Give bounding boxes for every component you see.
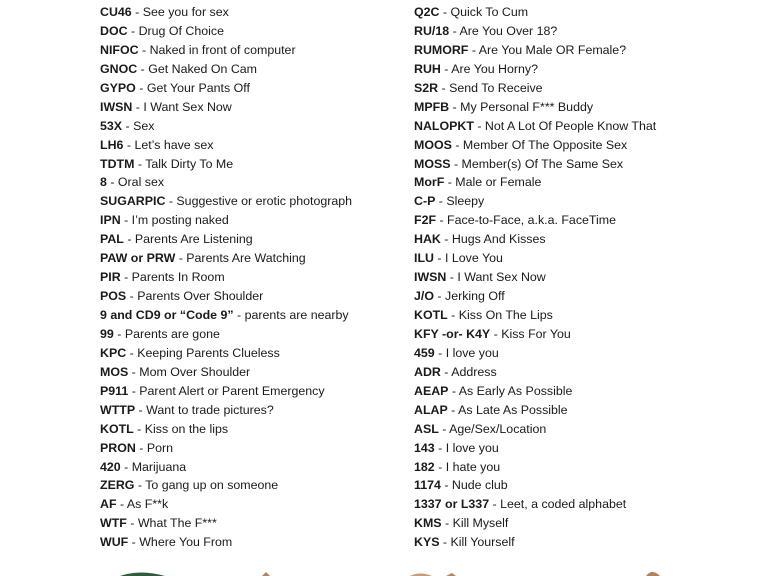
glossary-entry: [414, 155, 764, 174]
glossary-separator: -: [440, 232, 452, 247]
glossary-separator: -: [450, 156, 462, 171]
glossary-term: 53X: [100, 118, 123, 133]
glossary-entry: [414, 249, 764, 268]
glossary-entry: [100, 192, 400, 211]
glossary-separator: -: [441, 516, 453, 531]
glossary-entry: [100, 268, 400, 287]
glossary-meaning: Oral sex: [117, 175, 165, 190]
glossary-meaning: Kiss On The Lips: [458, 308, 553, 322]
glossary-meaning: Nude club: [451, 478, 508, 493]
glossary-entry: [414, 136, 764, 155]
glossary-entry: [100, 458, 400, 477]
glossary-meaning: Parents Over Shoulder: [137, 289, 264, 304]
glossary-meaning: Parent Alert or Parent Emergency: [139, 383, 325, 398]
glossary-separator: -: [489, 497, 501, 512]
glossary-meaning: I’m posting naked: [131, 213, 229, 228]
glossary-separator: -: [175, 251, 187, 266]
glossary-entry: [414, 268, 764, 287]
glossary-entry: [100, 155, 400, 174]
glossary-term: GYPO: [100, 80, 136, 95]
glossary-term: NIFOC: [100, 42, 139, 57]
glossary-meaning: Kill Yourself: [450, 535, 515, 550]
glossary-entry: [414, 173, 764, 192]
glossary-separator: -: [135, 440, 147, 455]
glossary-meaning: Hugs And Kisses: [451, 232, 546, 247]
footer-brown-mark-4: [646, 572, 660, 576]
glossary-meaning: Kill Myself: [452, 516, 509, 531]
glossary-separator: -: [126, 289, 138, 304]
glossary-term: POS: [100, 289, 127, 304]
glossary-meaning: Leet, a coded alphabet: [500, 497, 627, 512]
glossary-term: IPN: [100, 213, 121, 228]
glossary-meaning: Send To Receive: [449, 80, 543, 95]
glossary-meaning: Parents are gone: [124, 326, 220, 341]
glossary-term: KPC: [100, 345, 127, 360]
glossary-separator: -: [120, 270, 132, 285]
glossary-meaning: Parents In Room: [131, 270, 225, 285]
glossary-entry: [100, 344, 400, 363]
glossary-separator: -: [449, 23, 460, 38]
glossary-meaning: As Late As Possible: [458, 402, 568, 417]
glossary-separator: -: [436, 213, 448, 228]
glossary-separator: -: [439, 535, 451, 550]
glossary-meaning: Where You From: [139, 535, 233, 550]
glossary-separator: -: [440, 61, 452, 76]
glossary-entry: [100, 287, 400, 306]
glossary-separator: -: [439, 5, 451, 19]
glossary-entry: [414, 401, 764, 420]
glossary-entry: [100, 22, 400, 41]
glossary-separator: -: [113, 326, 125, 341]
glossary-term: PRON: [100, 440, 136, 455]
glossary-meaning: Sex: [133, 118, 155, 133]
glossary-entry: [100, 363, 400, 382]
glossary-meaning: As Early As Possible: [458, 383, 573, 398]
glossary-term: WTF: [100, 516, 127, 531]
glossary-entry: [414, 60, 764, 79]
glossary-meaning: Male or Female: [455, 175, 542, 190]
glossary-entry: [414, 211, 764, 230]
glossary-term: RU/18: [414, 23, 450, 38]
glossary-separator: -: [446, 270, 458, 285]
glossary-separator: -: [135, 402, 147, 417]
glossary-meaning: Want to trade pictures?: [146, 402, 274, 417]
glossary-meaning: Marijuana: [131, 459, 187, 474]
glossary-separator: -: [447, 402, 459, 417]
glossary-term: NALOPKT: [414, 118, 474, 133]
glossary-term: AF: [100, 497, 117, 512]
glossary-meaning: Member Of The Opposite Sex: [462, 137, 628, 152]
glossary-meaning: Suggestive or erotic photograph: [176, 194, 353, 209]
glossary-separator: -: [128, 364, 140, 379]
glossary-term: 1174: [414, 478, 441, 493]
glossary-meaning: What The F***: [137, 516, 217, 531]
glossary-term: KYS: [414, 535, 440, 550]
glossary-separator: -: [165, 194, 177, 209]
glossary-term: 182: [414, 459, 435, 474]
glossary-term: KOTL: [100, 421, 134, 436]
glossary-entry: [100, 98, 400, 117]
glossary-meaning: Let’s have sex: [134, 137, 214, 152]
glossary-term: IWSN: [100, 99, 133, 114]
glossary-entry: [100, 306, 400, 325]
glossary-term: CU46: [100, 5, 132, 19]
glossary-separator: -: [434, 459, 446, 474]
left-glossary-column: [100, 3, 400, 552]
glossary-separator: -: [438, 80, 450, 95]
glossary-entry: [100, 3, 400, 22]
glossary-separator: -: [128, 535, 140, 550]
glossary-entry: [100, 230, 400, 249]
glossary-separator: -: [434, 345, 446, 360]
glossary-meaning: Quick To Cum: [450, 5, 529, 19]
glossary-meaning: Kiss on the lips: [144, 421, 229, 436]
glossary-separator: -: [138, 42, 150, 57]
glossary-meaning: Get Your Pants Off: [146, 80, 250, 95]
glossary-meaning: Get Naked On Cam: [148, 61, 258, 76]
glossary-term: 9 and CD9 or “Code 9”: [100, 308, 234, 322]
glossary-entry: [414, 230, 764, 249]
glossary-entry: [414, 382, 764, 401]
glossary-entry: [100, 439, 400, 458]
glossary-meaning: parents are nearby: [244, 308, 349, 322]
right-glossary-column: [414, 3, 764, 552]
glossary-entry: [414, 533, 764, 552]
glossary-term: KMS: [414, 516, 442, 531]
glossary-term: 420: [100, 459, 121, 474]
glossary-separator: -: [126, 516, 138, 531]
glossary-term: PAL: [100, 232, 124, 247]
glossary-entry: [414, 79, 764, 98]
glossary-entry: [414, 3, 764, 22]
glossary-separator: -: [126, 345, 138, 360]
glossary-entry: [100, 401, 400, 420]
glossary-term: MPFB: [414, 99, 450, 114]
glossary-meaning: Parents Are Listening: [134, 232, 253, 247]
glossary-meaning: Age/Sex/Location: [449, 421, 547, 436]
glossary-term: C-P: [414, 194, 436, 209]
glossary-term: ASL: [414, 421, 439, 436]
glossary-meaning: Naked in front of computer: [149, 42, 296, 57]
glossary-term: AEAP: [414, 383, 449, 398]
glossary-term: GNOC: [100, 61, 138, 76]
glossary-meaning: Sleepy: [446, 194, 485, 209]
glossary-term: TDTM: [100, 156, 135, 171]
glossary-term: KOTL: [414, 308, 448, 322]
glossary-meaning: Address: [451, 364, 497, 379]
glossary-entry: [100, 420, 400, 439]
glossary-separator: -: [448, 383, 459, 398]
glossary-entry: [100, 136, 400, 155]
glossary-term: RUMORF: [414, 42, 469, 57]
glossary-separator: -: [134, 156, 146, 171]
glossary-separator: -: [447, 308, 459, 322]
glossary-meaning: Are You Over 18?: [459, 23, 558, 38]
glossary-separator: -: [123, 232, 135, 247]
glossary-separator: -: [131, 5, 143, 19]
glossary-term: 8: [100, 175, 107, 190]
glossary-entry: [414, 22, 764, 41]
glossary-separator: -: [132, 99, 144, 114]
glossary-meaning: Talk Dirty To Me: [145, 156, 234, 171]
glossary-separator: -: [449, 99, 461, 114]
glossary-term: WTTP: [100, 402, 136, 417]
glossary-separator: -: [438, 421, 450, 436]
glossary-term: Q2C: [414, 5, 440, 19]
glossary-separator: -: [433, 251, 445, 266]
glossary-meaning: Jerking Off: [445, 289, 505, 304]
glossary-term: MOSS: [414, 156, 451, 171]
footer-brown-mark-1: [262, 572, 270, 576]
glossary-entry: [100, 211, 400, 230]
glossary-entry: [414, 306, 764, 325]
glossary-term: S2R: [414, 80, 439, 95]
glossary-separator: -: [116, 497, 127, 512]
glossary-entry: [100, 325, 400, 344]
glossary-term: SUGARPIC: [100, 194, 166, 209]
glossary-term: KFY -or- K4Y: [414, 326, 491, 341]
glossary-meaning: I hate you: [445, 459, 501, 474]
glossary-term: J/O: [414, 289, 434, 304]
glossary-term: F2F: [414, 213, 437, 228]
glossary-term: PAW or PRW: [100, 251, 176, 266]
glossary-meaning: Are You Male OR Female?: [478, 42, 627, 57]
glossary-term: 459: [414, 345, 435, 360]
glossary-meaning: Kiss For You: [501, 326, 571, 341]
glossary-meaning: My Personal F*** Buddy: [460, 99, 594, 114]
glossary-entry: [100, 476, 400, 495]
glossary-meaning: Mom Over Shoulder: [139, 364, 251, 379]
glossary-entry: [414, 344, 764, 363]
glossary-entry: [414, 325, 764, 344]
glossary-separator: -: [106, 175, 118, 190]
glossary-meaning: I love you: [445, 440, 499, 455]
glossary-separator: -: [137, 61, 149, 76]
glossary-meaning: I Want Sex Now: [143, 99, 232, 114]
glossary-separator: -: [451, 137, 463, 152]
glossary-separator: -: [440, 364, 452, 379]
footer-green-swoosh: [120, 573, 165, 576]
glossary-term: 1337 or L337: [414, 497, 490, 512]
glossary-meaning: Keeping Parents Clueless: [137, 345, 280, 360]
glossary-separator: -: [135, 80, 147, 95]
glossary-term: 143: [414, 440, 435, 455]
glossary-entry: [100, 41, 400, 60]
glossary-term: ILU: [414, 251, 434, 266]
glossary-entry: [414, 117, 764, 136]
glossary-entry: [100, 249, 400, 268]
glossary-term: HAK: [414, 232, 441, 247]
glossary-meaning: Porn: [146, 440, 174, 455]
glossary-entry: [100, 79, 400, 98]
glossary-entry: [414, 476, 764, 495]
glossary-entry: [100, 382, 400, 401]
glossary-separator: -: [468, 42, 479, 57]
glossary-separator: -: [433, 289, 445, 304]
glossary-separator: -: [434, 440, 446, 455]
glossary-term: IWSN: [414, 270, 447, 285]
glossary-meaning: I love you: [445, 345, 499, 360]
glossary-term: MorF: [414, 175, 445, 190]
glossary-separator: -: [134, 478, 146, 493]
glossary-meaning: As F**k: [126, 497, 169, 512]
glossary-term: P911: [100, 383, 129, 398]
glossary-entry: [414, 495, 764, 514]
glossary-entry: [414, 98, 764, 117]
glossary-term: DOC: [100, 23, 128, 38]
glossary-term: RUH: [414, 61, 441, 76]
glossary-term: LH6: [100, 137, 124, 152]
glossary-meaning: Member(s) Of The Same Sex: [461, 156, 624, 171]
glossary-entry: [414, 514, 764, 533]
glossary-term: 99: [100, 326, 114, 341]
glossary-separator: -: [133, 421, 145, 436]
glossary-entry: [414, 458, 764, 477]
glossary-separator: -: [122, 118, 134, 133]
glossary-meaning: I Love You: [444, 251, 503, 266]
glossary-separator: -: [233, 308, 245, 322]
glossary-entry: [414, 439, 764, 458]
glossary-meaning: Not A Lot Of People Know That: [484, 118, 657, 133]
glossary-term: MOS: [100, 364, 129, 379]
glossary-meaning: I Want Sex Now: [457, 270, 546, 285]
glossary-meaning: See you for sex: [142, 5, 229, 19]
glossary-separator: -: [120, 459, 132, 474]
glossary-entry: [100, 60, 400, 79]
glossary-separator: -: [440, 478, 452, 493]
glossary-entry: [100, 533, 400, 552]
glossary-separator: -: [127, 23, 139, 38]
glossary-entry: [100, 495, 400, 514]
glossary-term: ZERG: [100, 478, 135, 493]
glossary-entry: [414, 420, 764, 439]
glossary-separator: -: [435, 194, 447, 209]
glossary-separator: -: [444, 175, 456, 190]
glossary-term: MOOS: [414, 137, 452, 152]
glossary-entry: [414, 192, 764, 211]
glossary-separator: -: [120, 213, 132, 228]
glossary-term: ADR: [414, 364, 441, 379]
glossary-meaning: Face-to-Face, a.k.a. FaceTime: [447, 213, 616, 228]
glossary-entry: [100, 514, 400, 533]
glossary-separator: -: [128, 383, 140, 398]
glossary-term: ALAP: [414, 402, 448, 417]
glossary-entry: [100, 173, 400, 192]
glossary-entry: [414, 287, 764, 306]
glossary-separator: -: [473, 118, 485, 133]
glossary-meaning: Parents Are Watching: [186, 251, 306, 266]
footer-decoration: [0, 568, 768, 576]
glossary-entry: [414, 363, 764, 382]
glossary-term: WUF: [100, 535, 129, 550]
glossary-separator: -: [490, 326, 502, 341]
glossary-meaning: Drug Of Choice: [138, 23, 224, 38]
glossary-separator: -: [123, 137, 135, 152]
glossary-meaning: To gang up on someone: [145, 478, 279, 493]
glossary-meaning: Are You Horny?: [451, 61, 538, 76]
glossary-term: PIR: [100, 270, 121, 285]
glossary-entry: [414, 41, 764, 60]
glossary-entry: [100, 117, 400, 136]
